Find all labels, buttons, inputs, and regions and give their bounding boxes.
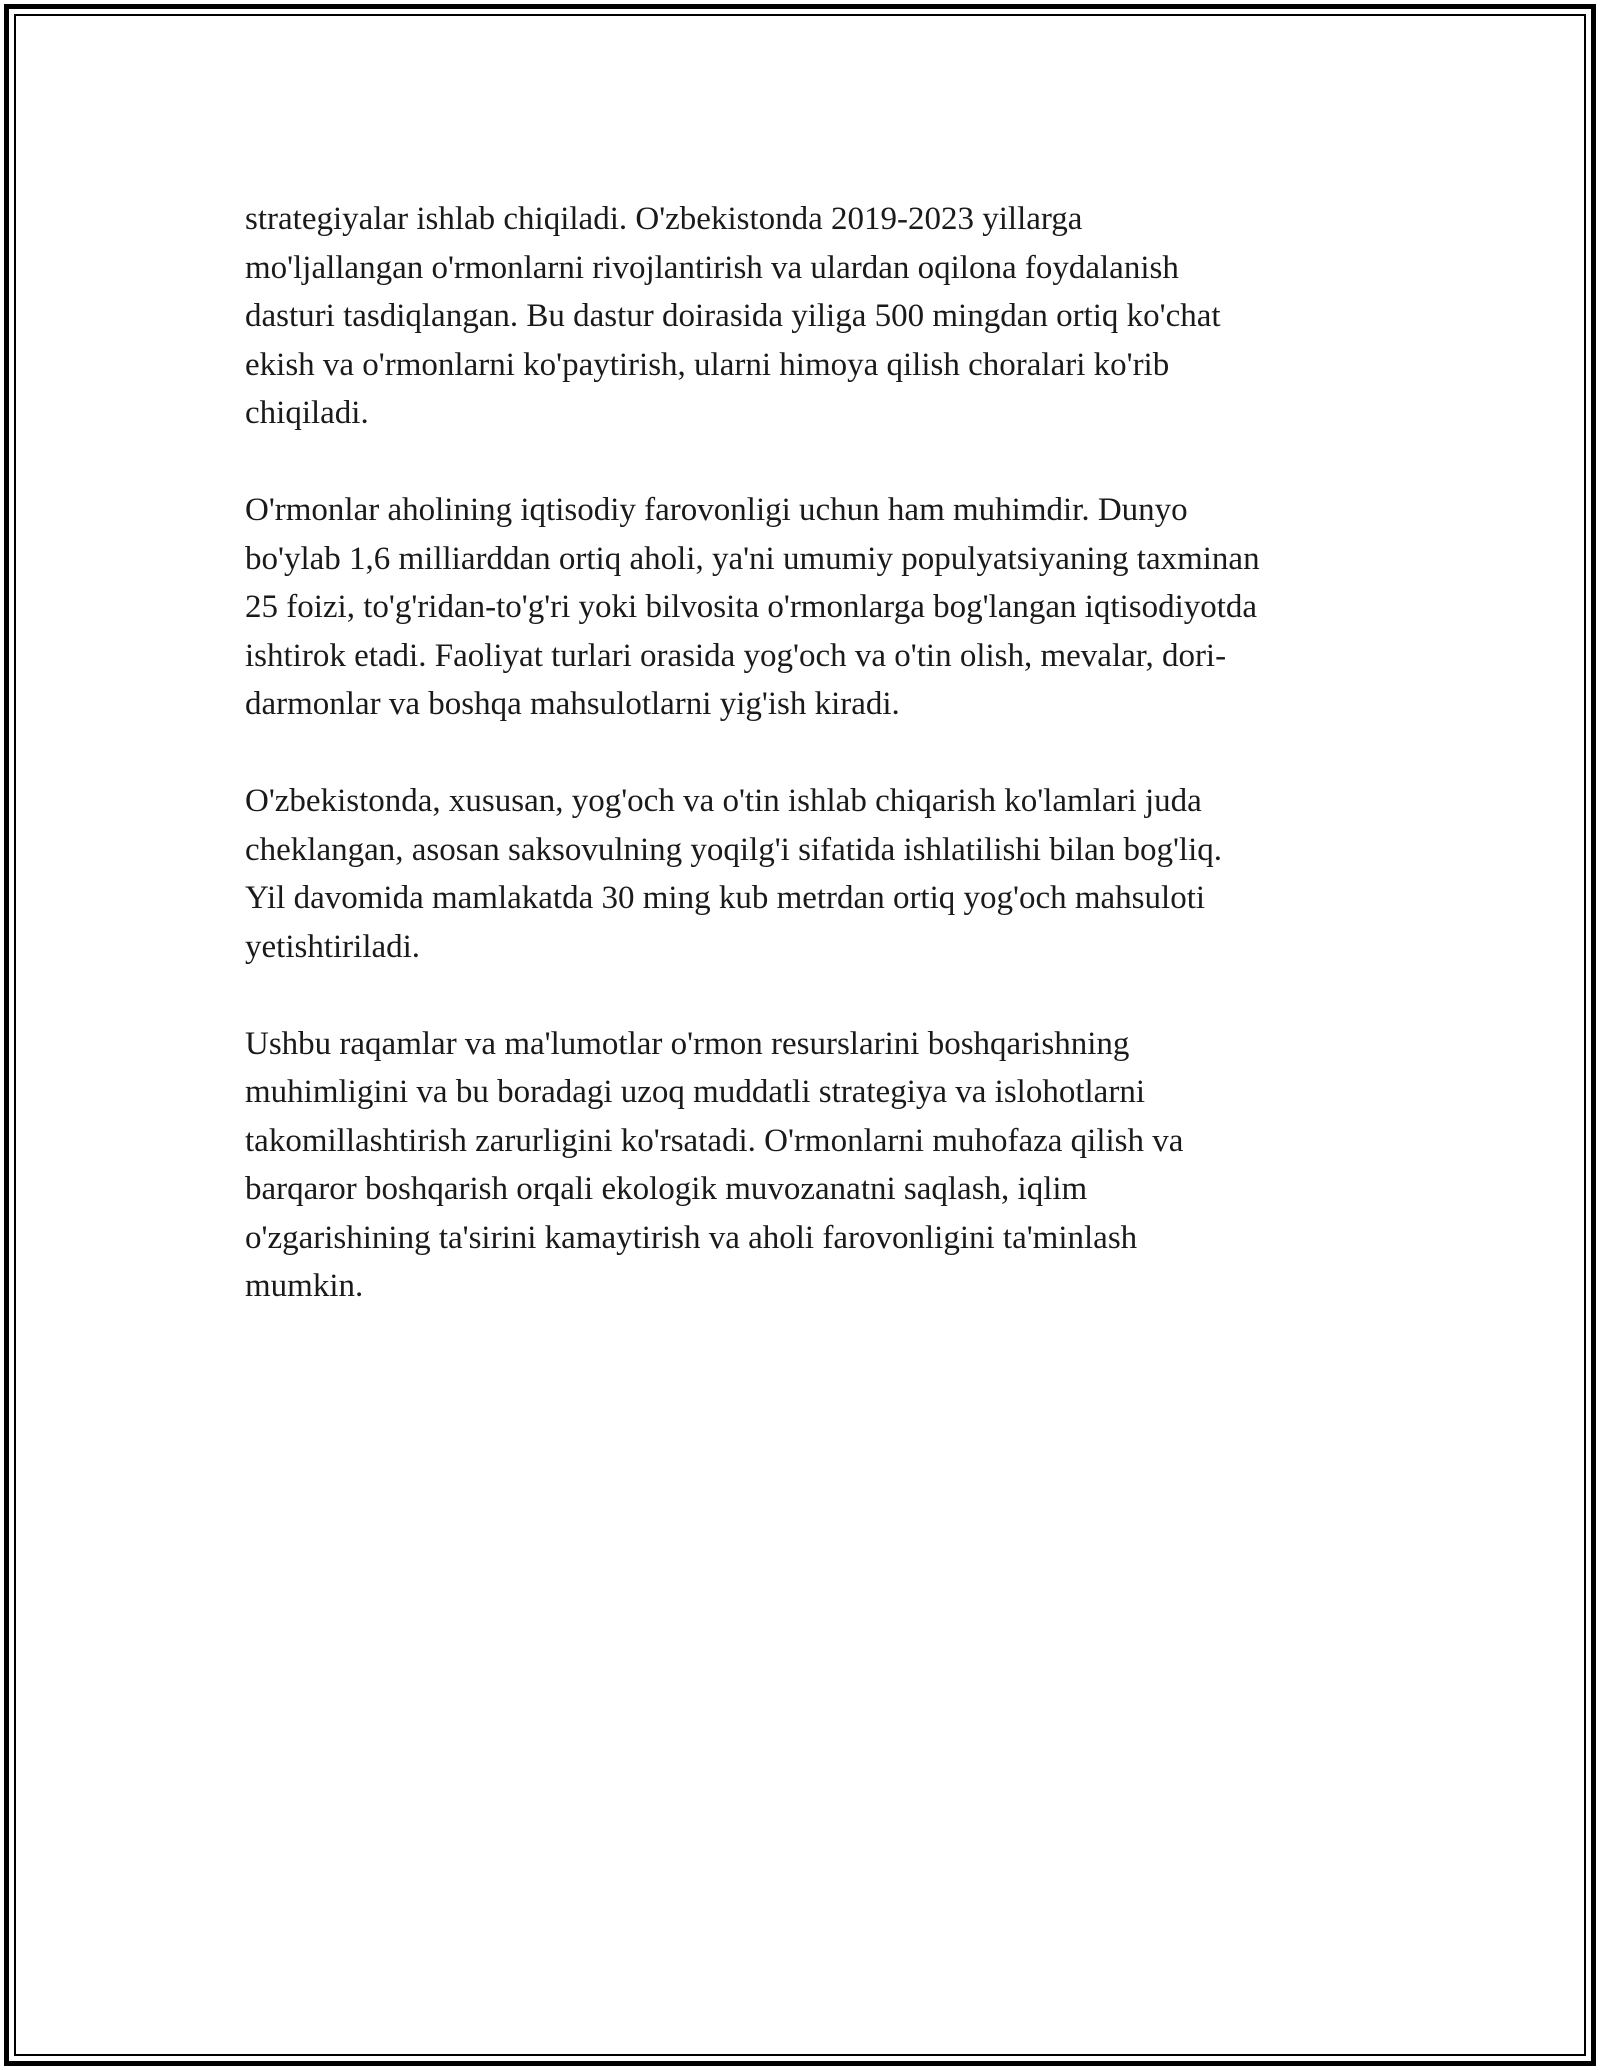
text-line: 25 foizi, to'g'ridan-to'g'ri yoki bilvosita o'rmonlarga bog'langan iqtisodiyotda — [245, 589, 1258, 625]
text-line: cheklangan, asosan saksovulning yoqilg'i sifatida ishlatilishi bilan bog'liq. — [245, 831, 1223, 868]
text-line: dasturi tasdiqlangan. Bu dastur doirasida yiliga 500 mingdan ortiq ko'chat — [245, 298, 1221, 334]
paragraph-1 — [245, 195, 1395, 438]
text-line: O'zbekistonda, xususan, yog'och va o'tin ishlab chiqarish ko'lamlari juda — [245, 783, 1202, 819]
text-line: o'zgarishining ta'sirini kamaytirish va aholi farovonligini ta'minlash — [245, 1219, 1138, 1256]
text-line: muhimligini va bu boradagi uzoq muddatli strategiya va islohotlarni — [245, 1074, 1145, 1110]
page-frame — [4, 4, 1596, 2066]
text-line: O'rmonlar aholining iqtisodiy farovonligi uchun ham muhimdir. Dunyo — [245, 492, 1188, 528]
text-line: yetishtiriladi. — [245, 928, 421, 965]
text-line: Yil davomida mamlakatda 30 ming kub metrdan ortiq yog'och mahsuloti — [245, 880, 1206, 916]
paragraph-3 — [245, 777, 1395, 971]
text-line: barqaror boshqarish orqali ekologik muvozanatni saqlash, iqlim — [245, 1171, 1088, 1207]
document-body — [245, 195, 1395, 1359]
paragraph-2 — [245, 486, 1395, 729]
text-line: ishtirok etadi. Faoliyat turlari orasida yog'och va o'tin olish, mevalar, dori- — [245, 637, 1227, 674]
text-line: takomillashtirish zarurligini ko'rsatadi. O'rmonlarni muhofaza qilish va — [245, 1122, 1184, 1159]
text-line: mo'ljallangan o'rmonlarni rivojlantirish va ulardan oqilona foydalanish — [245, 249, 1179, 286]
paragraph-4 — [245, 1020, 1395, 1311]
text-line: mumkin. — [245, 1268, 364, 1304]
text-line: darmonlar va boshqa mahsulotlarni yig'ish kiradi. — [245, 686, 900, 722]
text-line: Ushbu raqamlar va ma'lumotlar o'rmon resurslarini boshqarishning — [245, 1025, 1130, 1062]
text-line: ekish va o'rmonlarni ko'paytirish, ularni himoya qilish choralari ko'rib — [245, 346, 1170, 383]
text-line: strategiyalar ishlab chiqiladi. O'zbekistonda 2019-2023 yillarga — [245, 201, 1083, 237]
text-line: bo'ylab 1,6 milliarddan ortiq aholi, ya'ni umumiy populyatsiyaning taxminan — [245, 540, 1260, 577]
text-line: chiqiladi. — [245, 395, 369, 431]
